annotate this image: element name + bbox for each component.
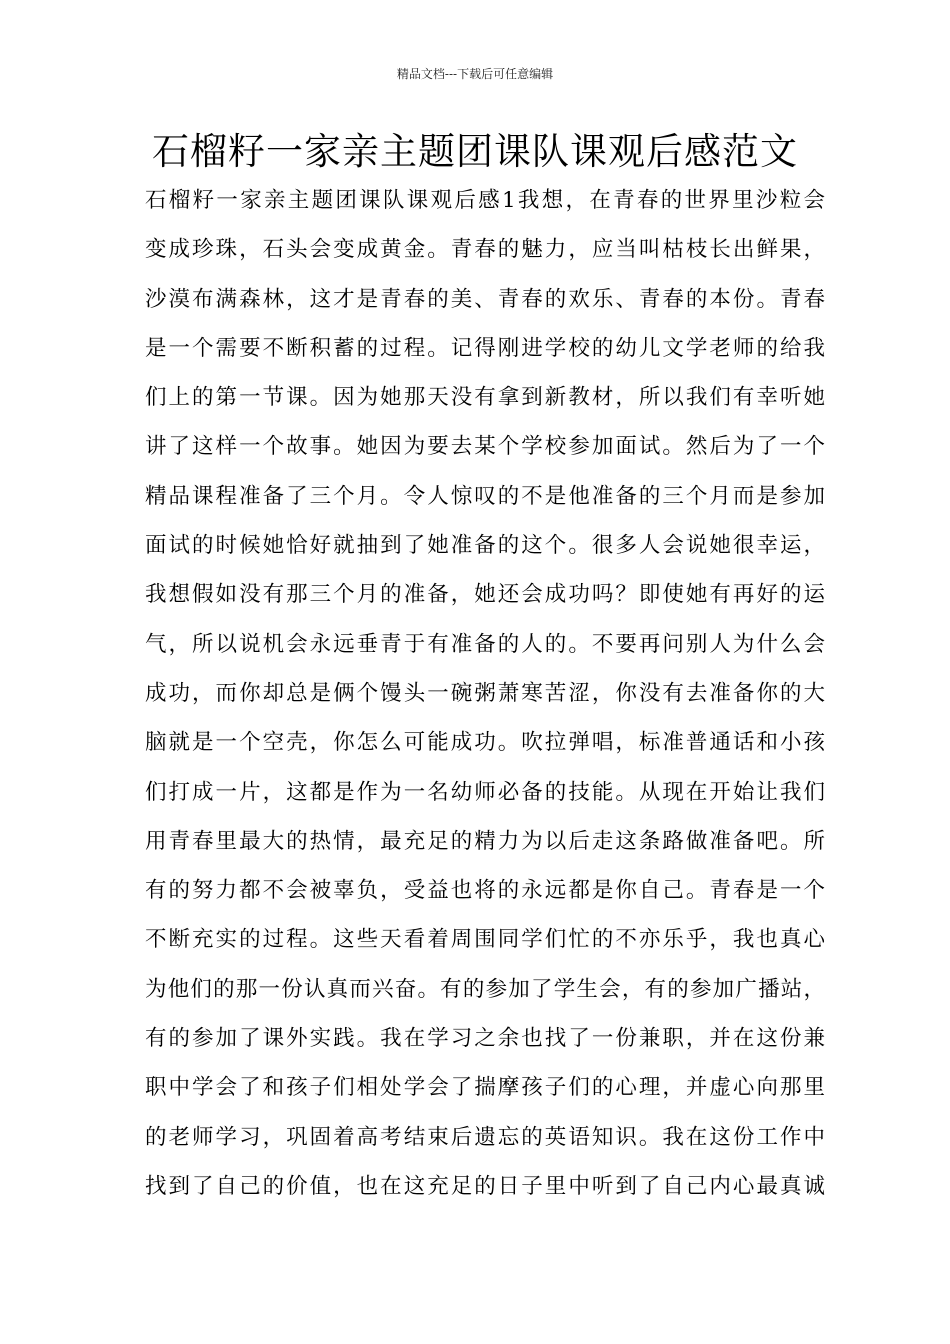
- document-title: 石榴籽一家亲主题团课队课观后感范文: [152, 130, 798, 173]
- body-line: 讲了这样一个故事。她因为要去某个学校参加面试。然后为了一个: [145, 434, 825, 460]
- body-line: 沙漠布满森林，这才是青春的美、青春的欢乐、青春的本份。青春: [145, 286, 825, 312]
- body-line: 们打成一片，这都是作为一名幼师必备的技能。从现在开始让我们: [145, 779, 825, 805]
- body-line: 气，所以说机会永远垂青于有准备的人的。不要再问别人为什么会: [145, 631, 825, 657]
- body-line: 我想假如没有那三个月的准备，她还会成功吗？即使她有再好的运: [145, 582, 825, 608]
- body-line: 精品课程准备了三个月。令人惊叹的不是他准备的三个月而是参加: [145, 483, 825, 509]
- header-note: 精品文档---下载后可任意编辑: [396, 67, 554, 81]
- body-line: 脑就是一个空壳，你怎么可能成功。吹拉弹唱，标准普通话和小孩: [145, 730, 825, 756]
- body-line: 是一个需要不断积蓄的过程。记得刚进学校的幼儿文学老师的给我: [145, 335, 825, 361]
- body-line: 找到了自己的价值，也在这充足的日子里中听到了自己内心最真诚: [145, 1173, 825, 1199]
- body-text: [145, 176, 825, 1211]
- body-line: 职中学会了和孩子们相处学会了揣摩孩子们的心理，并虚心向那里: [145, 1075, 825, 1101]
- body-line: 有的参加了课外实践。我在学习之余也找了一份兼职，并在这份兼: [145, 1026, 825, 1052]
- body-line: 的老师学习，巩固着高考结束后遗忘的英语知识。我在这份工作中: [145, 1124, 825, 1150]
- body-line: 用青春里最大的热情，最充足的精力为以后走这条路做准备吧。所: [145, 828, 825, 854]
- body-line: 们上的第一节课。因为她那天没有拿到新教材，所以我们有幸听她: [145, 385, 825, 411]
- body-line: 为他们的那一份认真而兴奋。有的参加了学生会，有的参加广播站，: [145, 976, 825, 1002]
- body-line: 有的努力都不会被辜负，受益也将的永远都是你自己。青春是一个: [145, 878, 825, 904]
- body-line: 变成珍珠，石头会变成黄金。青春的魅力，应当叫枯枝长出鲜果，: [145, 237, 825, 263]
- body-line: 石榴籽一家亲主题团课队课观后感1我想，在青春的世界里沙粒会: [145, 188, 825, 213]
- body-line: 不断充实的过程。这些天看着周围同学们忙的不亦乐乎，我也真心: [145, 927, 825, 953]
- body-line: 成功，而你却总是俩个馒头一碗粥萧寒苦涩，你没有去准备你的大: [145, 680, 825, 706]
- body-line: 面试的时候她恰好就抽到了她准备的这个。很多人会说她很幸运，: [145, 533, 825, 559]
